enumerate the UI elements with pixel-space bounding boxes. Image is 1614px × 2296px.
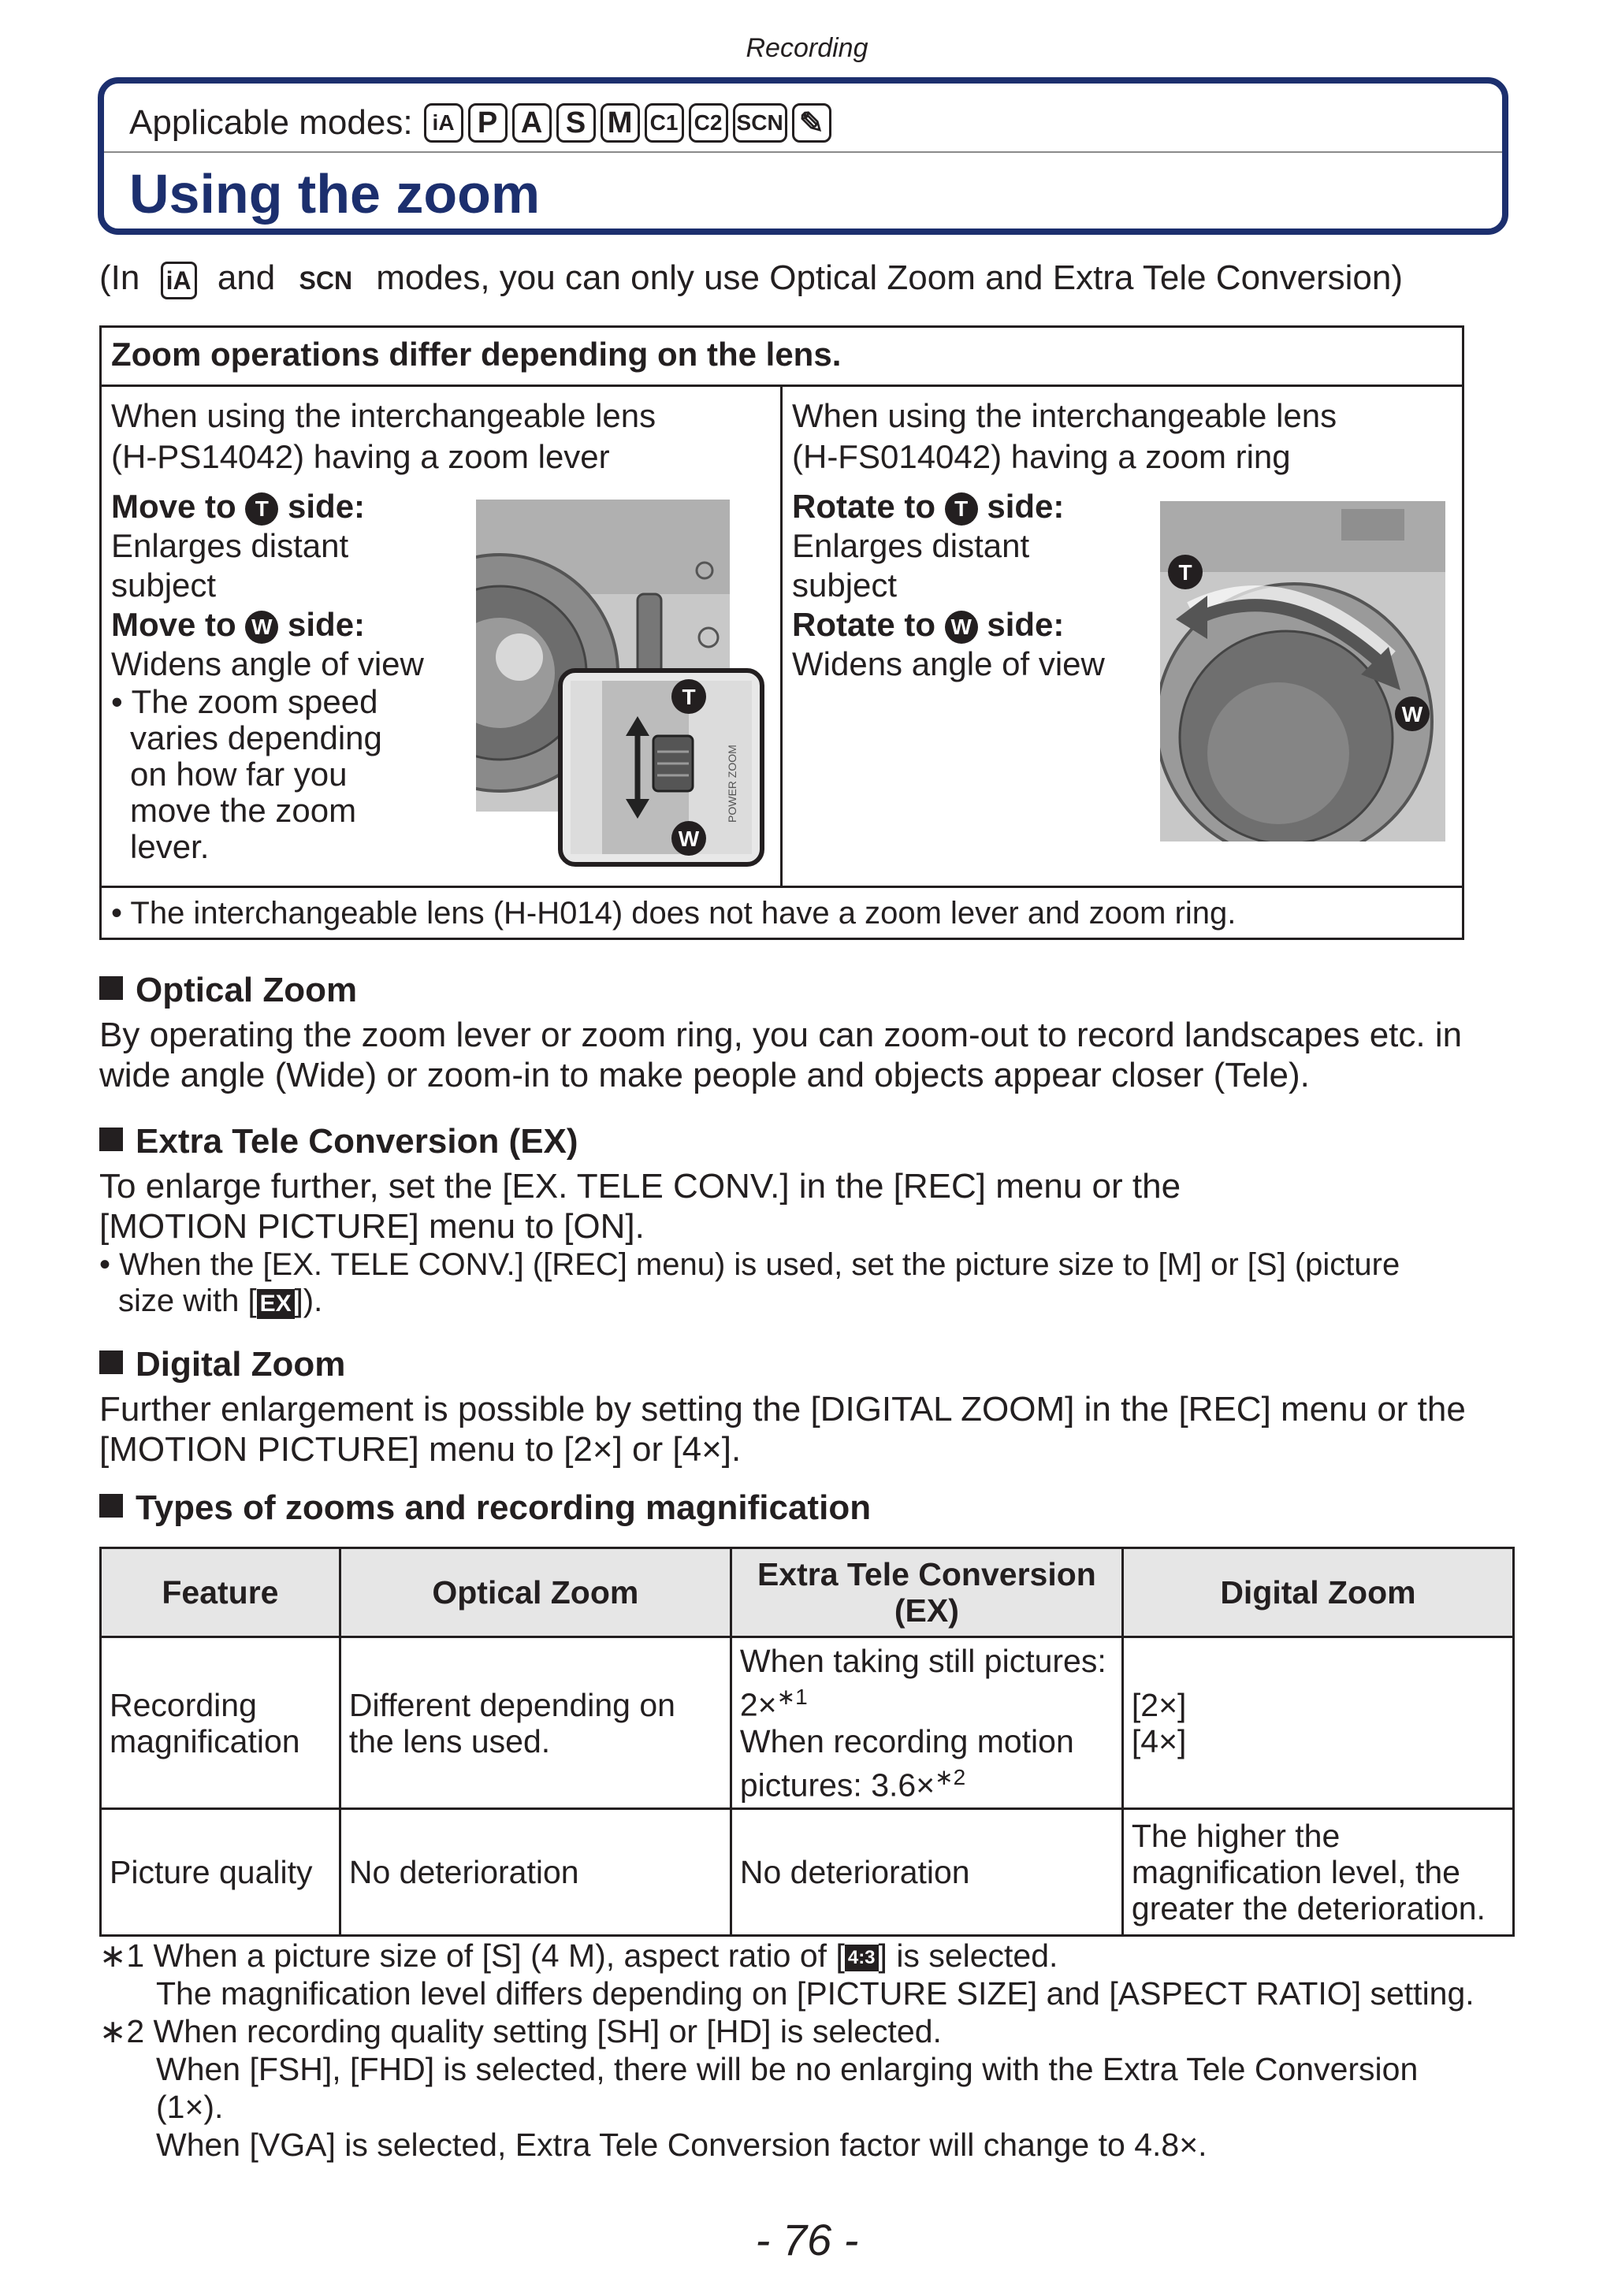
lever-instructions — [111, 487, 424, 865]
svg-text:T: T — [1178, 560, 1192, 585]
svg-text:POWER ZOOM: POWER ZOOM — [726, 745, 738, 823]
lens-table-footer: • The interchangeable lens (H-H014) does not have a zoom lever and zoom ring. — [102, 886, 1462, 942]
ex-heading-text: Extra Tele Conversion (EX) — [136, 1122, 578, 1161]
footnotes — [99, 1937, 1534, 2164]
square-bullet-icon — [99, 1350, 123, 1374]
mode-scn-icon: SCN — [733, 103, 787, 143]
bullet-line-2: varies depending — [130, 719, 382, 756]
note-prefix: (In — [99, 258, 140, 297]
svg-text:W: W — [678, 827, 700, 851]
ring-instructions — [792, 487, 1105, 684]
mode-s-icon: S — [556, 103, 596, 143]
ex-bullet-post: ]). — [294, 1284, 323, 1318]
cell-feature: Picture quality — [101, 1809, 340, 1936]
applicable-modes — [129, 101, 831, 145]
ring-t-desc-1: Enlarges distant — [792, 527, 1030, 564]
ex-bullet-line-1: • When the [EX. TELE CONV.] ([REC] menu) is used, set the picture size to [M] or [S] (picture — [99, 1247, 1400, 1282]
ring-w-side: side: — [987, 606, 1065, 643]
mode-p-icon: P — [468, 103, 508, 143]
section-header: Recording — [746, 33, 868, 63]
lever-w-desc: Widens angle of view — [111, 645, 424, 682]
ring-t-side: side: — [987, 488, 1065, 525]
digital-line-2: [MOTION PICTURE] menu to [2×] or [4×]. — [99, 1430, 742, 1469]
title-divider — [104, 151, 1502, 153]
types-heading — [99, 1488, 871, 1528]
lens-table-heading: Zoom operations differ depending on the lens. — [102, 328, 1462, 387]
ring-lens-subtitle — [792, 396, 1337, 477]
ex-bullet-line-2 — [99, 1283, 1518, 1319]
ex-text — [99, 1166, 1518, 1246]
footnote-2-line-2: When [FSH], [FHD] is selected, there will be no enlarging with the Extra Tele Conversion — [156, 2051, 1419, 2087]
zoom-speed-note — [111, 684, 424, 865]
lever-t-label: Move to — [111, 488, 236, 525]
footnote-1 — [99, 1937, 1534, 1975]
lever-t-desc-1: Enlarges distant — [111, 527, 349, 564]
ex-size-icon: EX — [257, 1289, 295, 1319]
digital-heading-text: Digital Zoom — [136, 1345, 346, 1384]
optical-zoom-text — [99, 1015, 1518, 1095]
page-title: Using the zoom — [129, 163, 541, 225]
ia-mode-icon: iA — [161, 262, 197, 299]
mode-c1-icon: C1 — [645, 103, 684, 143]
bullet-line-4: move the zoom — [130, 792, 357, 829]
lever-w-label: Move to — [111, 606, 236, 643]
ex-bullet-pre: size with [ — [118, 1284, 257, 1318]
digital-zoom-heading — [99, 1345, 345, 1384]
ex-line-1: To enlarge further, set the [EX. TELE CONV.] in the [REC] menu or the — [99, 1167, 1181, 1206]
digital-2x: [2×] — [1131, 1686, 1187, 1723]
square-bullet-icon — [99, 1128, 123, 1151]
types-heading-text: Types of zooms and recording magnification — [136, 1488, 872, 1527]
note-and: and — [217, 258, 276, 297]
w-icon: W — [945, 611, 978, 644]
table-header-row — [101, 1548, 1514, 1637]
ring-w-label: Rotate to — [792, 606, 935, 643]
svg-text:W: W — [1401, 702, 1423, 726]
optical-line-2: wide angle (Wide) or zoom-in to make people and objects appear closer (Tele). — [99, 1056, 1310, 1094]
cell-ex — [731, 1637, 1122, 1809]
power-zoom-lever-icon — [563, 673, 760, 862]
title-box — [98, 77, 1508, 235]
lever-t-side: side: — [288, 488, 366, 525]
cell-ex: No deterioration — [731, 1809, 1122, 1936]
lever-t-desc-2: subject — [111, 567, 217, 604]
t-icon: T — [945, 492, 978, 526]
square-bullet-icon — [99, 1494, 123, 1518]
t-icon: T — [245, 492, 278, 526]
footnote-2-line-3: (1×). — [156, 2089, 224, 2125]
modes-label: Applicable modes: — [129, 103, 413, 142]
cell-optical: Different depending on the lens used. — [340, 1637, 731, 1809]
scn-mode-icon: SCN — [299, 266, 353, 295]
digital-4x: [4×] — [1131, 1722, 1187, 1759]
ex-motion-footnote: ∗2 — [935, 1764, 966, 1789]
digital-line-1: Further enlargement is possible by setting the [DIGITAL ZOOM] in the [REC] menu or the — [99, 1390, 1466, 1428]
table-row — [101, 1637, 1514, 1809]
bullet-line-1: • The zoom speed — [111, 683, 378, 720]
footnote-2: ∗2 When recording quality setting [SH] or [HD] is selected. — [99, 2013, 942, 2049]
header-ex: Extra Tele Conversion (EX) — [731, 1548, 1122, 1637]
cell-feature: Recording magnification — [101, 1637, 340, 1809]
mode-creative-icon: ✎ — [792, 103, 831, 143]
header-digital: Digital Zoom — [1122, 1548, 1513, 1637]
digital-zoom-text — [99, 1389, 1518, 1469]
ex-still-text: When taking still pictures: 2× — [739, 1643, 1106, 1723]
table-row — [101, 1809, 1514, 1936]
fn1-pre: ∗1 When a picture size of [S] (4 M), aspect ratio of [ — [99, 1937, 845, 1974]
ring-w-desc: Widens angle of view — [792, 645, 1105, 682]
ex-still-footnote: ∗1 — [776, 1685, 808, 1709]
mode-c2-icon: C2 — [689, 103, 728, 143]
zoom-ring-camera-icon — [1160, 501, 1445, 841]
mode-note — [99, 258, 1403, 299]
header-feature: Feature — [101, 1548, 340, 1637]
optical-line-1: By operating the zoom lever or zoom ring, you can zoom-out to record landscapes etc. in — [99, 1016, 1463, 1054]
optical-heading-text: Optical Zoom — [136, 971, 358, 1009]
lever-subtitle-line1: When using the interchangeable lens — [111, 397, 656, 434]
bullet-line-3: on how far you — [130, 756, 348, 793]
zoom-lever-callout — [558, 668, 764, 867]
lever-subtitle-line2: (H-PS14042) having a zoom lever — [111, 438, 610, 475]
zoom-types-table — [99, 1547, 1515, 1937]
ex-bullet — [99, 1246, 1518, 1319]
footnote-2-line-4: When [VGA] is selected, Extra Tele Conversion factor will change to 4.8×. — [156, 2127, 1207, 2163]
mode-m-icon: M — [601, 103, 640, 143]
zoom-ring-illustration — [1160, 501, 1445, 841]
fn1-post: ] is selected. — [878, 1937, 1058, 1974]
w-icon: W — [245, 611, 278, 644]
page-number: - 76 - — [755, 2215, 859, 2264]
cell-digital: The higher the magnification level, the greater the deterioration. — [1122, 1809, 1513, 1936]
bullet-line-5: lever. — [130, 828, 210, 865]
cell-optical: No deterioration — [340, 1809, 731, 1936]
header-optical: Optical Zoom — [340, 1548, 731, 1637]
ring-t-desc-2: subject — [792, 567, 898, 604]
note-suffix: modes, you can only use Optical Zoom and Extra Tele Conversion) — [376, 258, 1404, 297]
footnote-1-line-2: The magnification level differs depending on [PICTURE SIZE] and [ASPECT RATIO] setting. — [156, 1975, 1475, 2012]
ring-subtitle-line1: When using the interchangeable lens — [792, 397, 1337, 434]
optical-zoom-heading — [99, 971, 357, 1010]
ex-line-2: [MOTION PICTURE] menu to [ON]. — [99, 1207, 645, 1246]
ring-subtitle-line2: (H-FS014042) having a zoom ring — [792, 438, 1291, 475]
lever-lens-subtitle — [111, 396, 656, 477]
mode-ia-icon: iA — [424, 103, 463, 143]
cell-digital — [1122, 1637, 1513, 1809]
lever-w-side: side: — [288, 606, 366, 643]
ex-motion-text: When recording motion pictures: 3.6× — [739, 1722, 1074, 1804]
mode-a-icon: A — [512, 103, 552, 143]
ex-heading — [99, 1122, 578, 1161]
aspect-ratio-icon: 4:3 — [845, 1945, 879, 1971]
square-bullet-icon — [99, 976, 123, 1000]
svg-text:T: T — [682, 685, 696, 709]
ring-t-label: Rotate to — [792, 488, 935, 525]
